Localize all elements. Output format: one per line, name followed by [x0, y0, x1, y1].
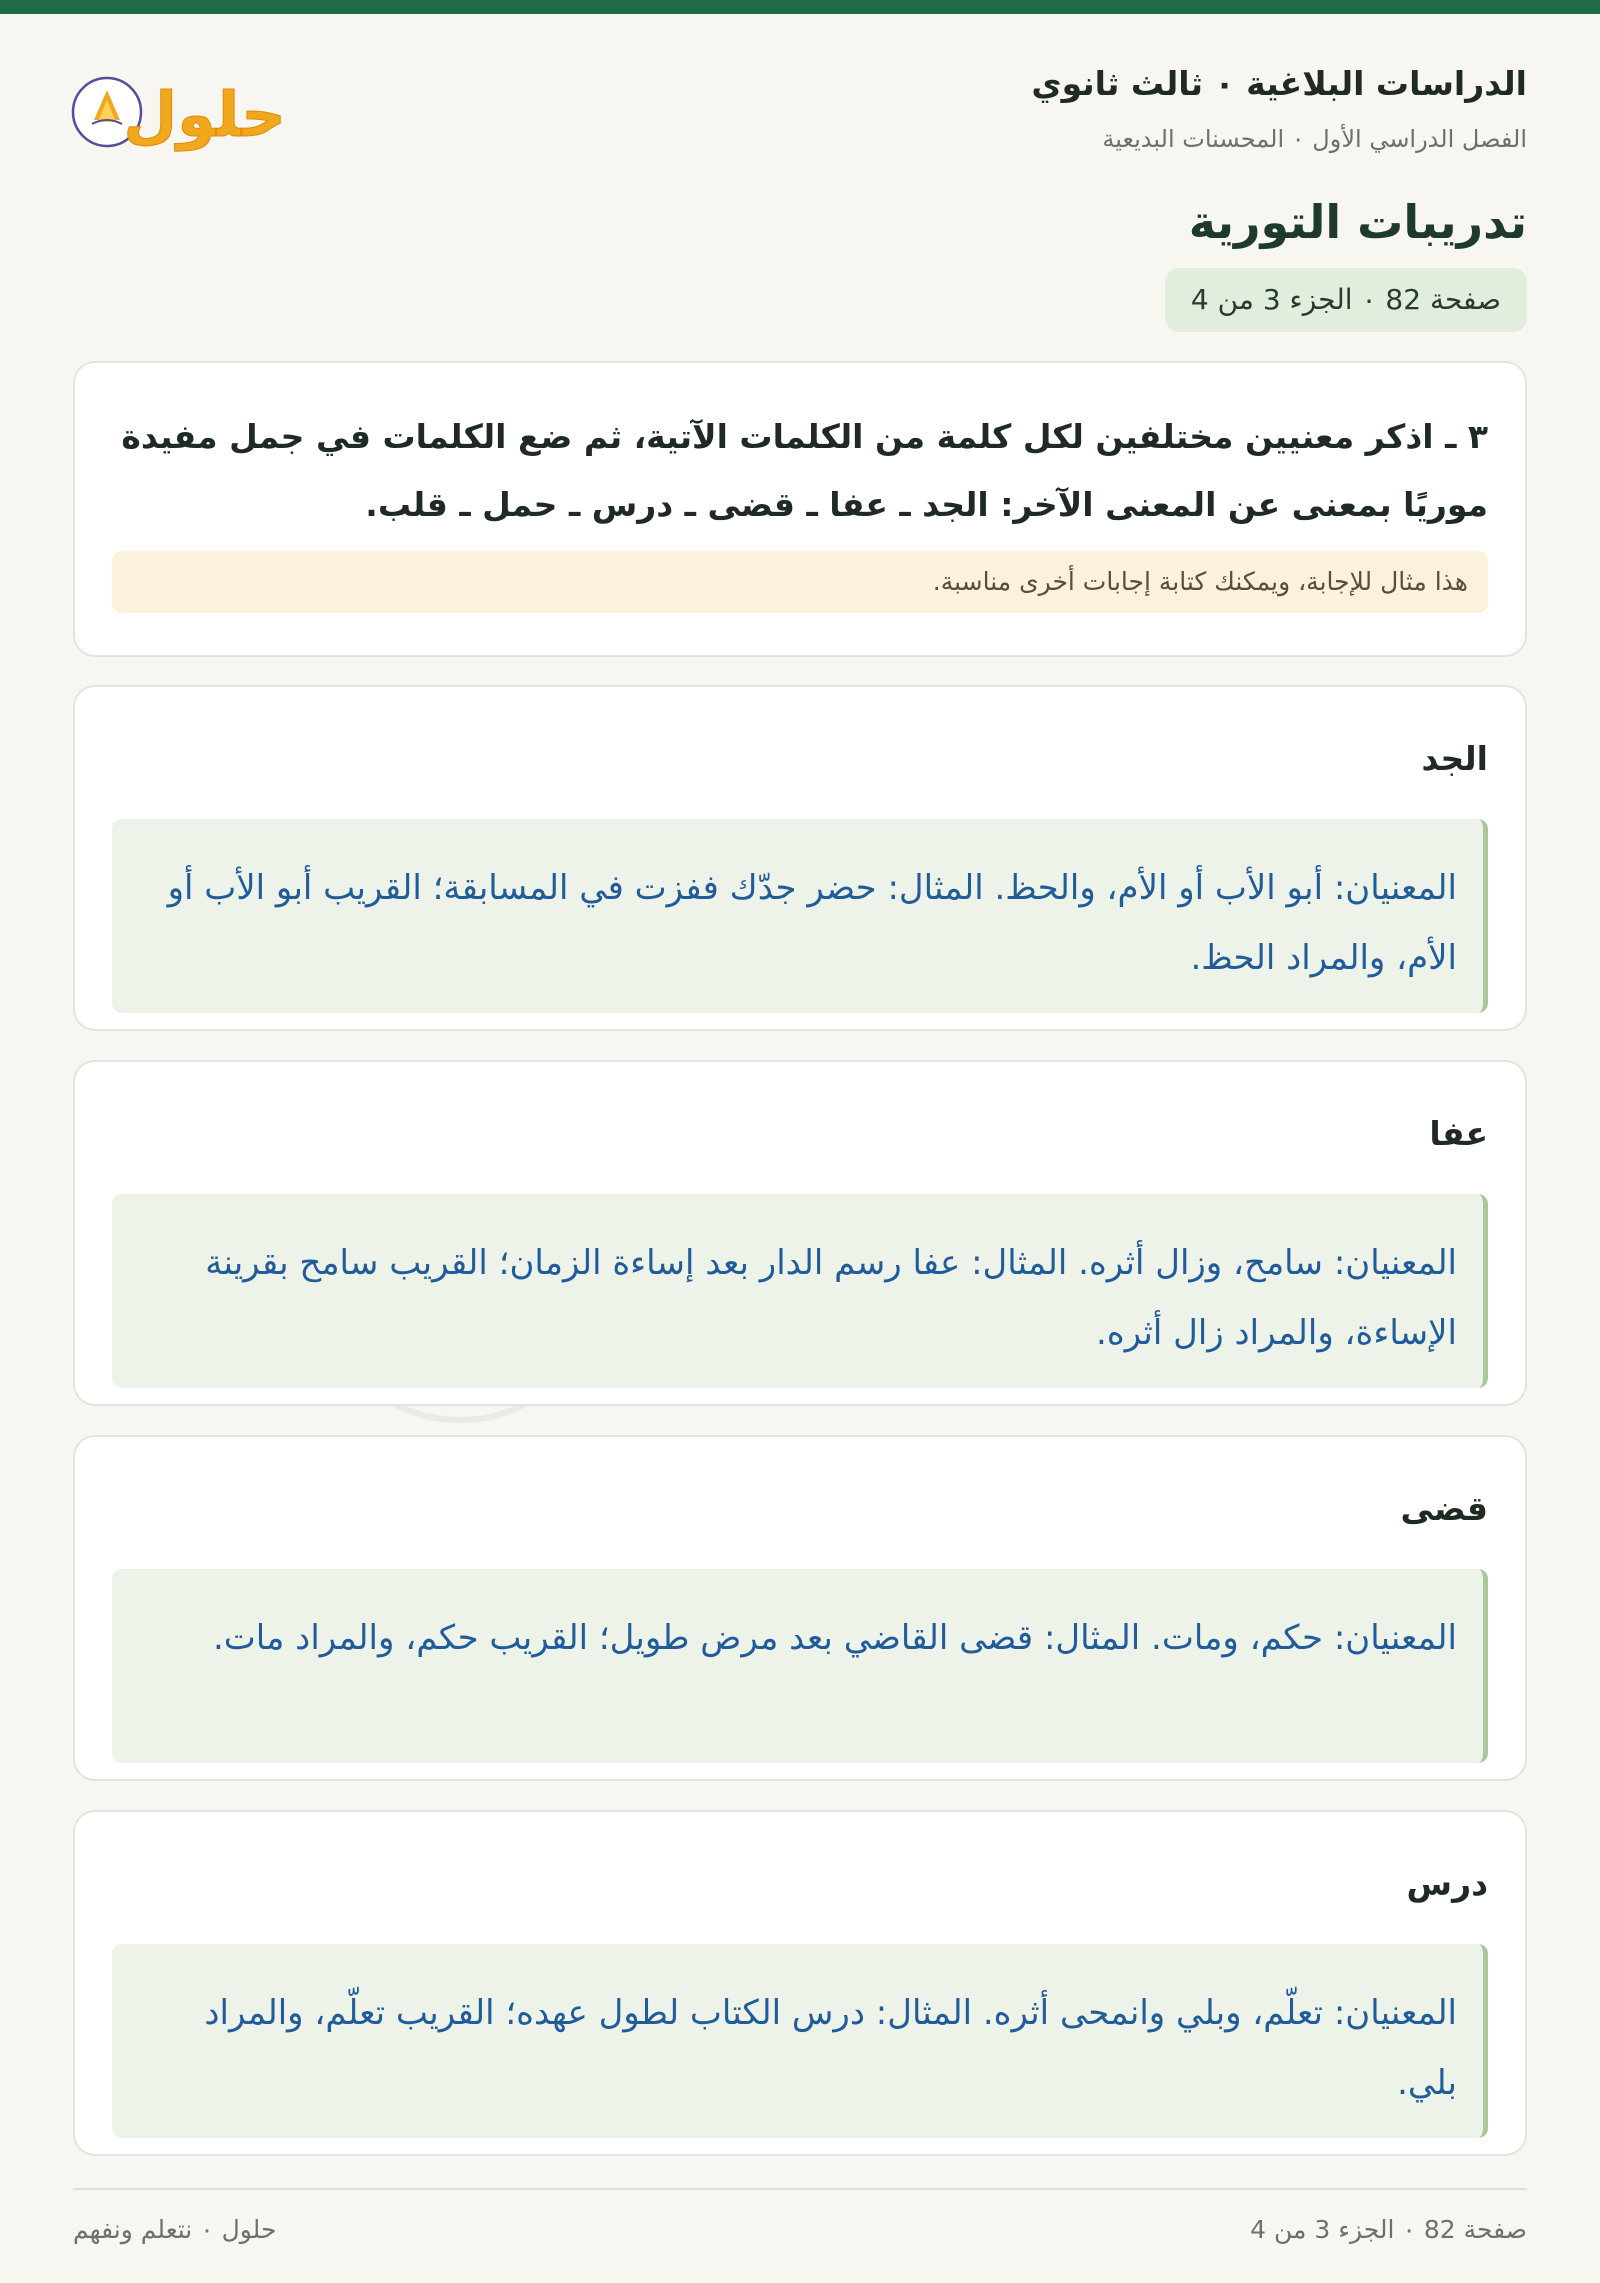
word-answer: المعنيان: سامح، وزال أثره. المثال: عفا رسم الدار بعد إساءة الزمان؛ القريب سامح بقرينة الإساءة، والمراد زال أثره.	[112, 1194, 1488, 1388]
page-title: تدريبات التورية	[1188, 195, 1527, 249]
footer-brand: حلول ٠ نتعلم ونفهم	[73, 2215, 277, 2244]
word-title: الجد	[1421, 739, 1488, 778]
word-answer: المعنيان: أبو الأب أو الأم، والحظ. المثال: حضر جدّك ففزت في المسابقة؛ القريب أبو الأب أو الأم، والمراد الحظ.	[112, 819, 1488, 1013]
word-answer: المعنيان: تعلّم، وبلي وانمحى أثره. المثال: درس الكتاب لطول عهده؛ القريب تعلّم، والمراد بلي.	[112, 1944, 1488, 2138]
word-card	[73, 1435, 1527, 1781]
book-title: الدراسات البلاغية ٠ ثالث ثانوي	[1031, 64, 1527, 103]
word-title: قضى	[1400, 1489, 1488, 1528]
logo-text: حلول	[123, 78, 286, 151]
chapter-subtitle: الفصل الدراسي الأول ٠ المحسنات البديعية	[1102, 125, 1527, 153]
footer-divider	[73, 2188, 1527, 2190]
page-header	[527, 58, 1527, 164]
word-title: درس	[1406, 1864, 1488, 1903]
word-answer: المعنيان: حكم، ومات. المثال: قضى القاضي بعد مرض طويل؛ القريب حكم، والمراد مات.	[112, 1569, 1488, 1763]
answer-note: هذا مثال للإجابة، ويمكنك كتابة إجابات أخرى مناسبة.	[112, 551, 1488, 613]
footer-page-info: صفحة 82 ٠ الجزء 3 من 4	[1250, 2215, 1527, 2244]
question-text: ٣ ـ اذكر معنيين مختلفين لكل كلمة من الكلمات الآتية، ثم ضع الكلمات في جمل مفيدة موريًا بمعنى عن المعنى الآخر: الجد ـ عفا ـ قضى ـ درس ـ حمل ـ قلب.	[121, 417, 1488, 524]
word-card	[73, 1060, 1527, 1406]
word-card	[73, 1810, 1527, 2156]
word-card	[73, 685, 1527, 1031]
question-card	[73, 361, 1527, 657]
top-accent-bar	[0, 0, 1600, 14]
site-logo	[70, 62, 296, 154]
word-title: عفا	[1429, 1114, 1488, 1153]
page-badge: صفحة 82 ٠ الجزء 3 من 4	[1165, 268, 1527, 332]
